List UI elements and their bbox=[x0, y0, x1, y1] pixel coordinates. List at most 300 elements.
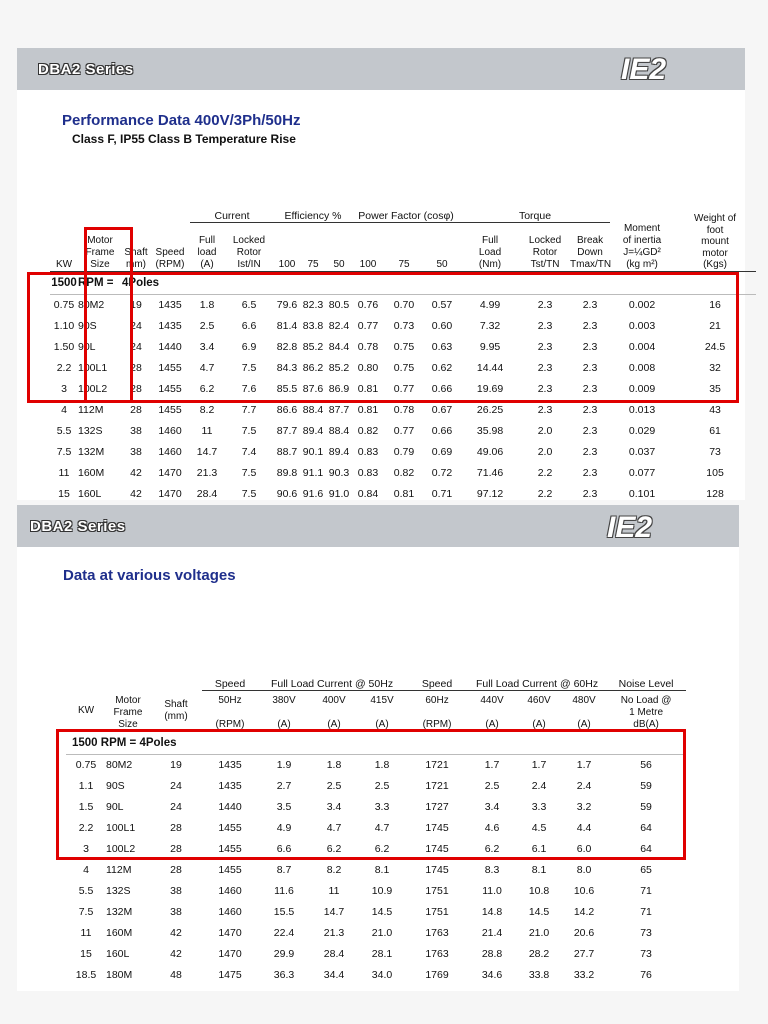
performance-table-cell: 86.2 bbox=[302, 362, 324, 374]
performance-table-cell: 0.82 bbox=[357, 425, 379, 437]
performance-table-cell: 1440 bbox=[158, 341, 182, 353]
performance-table-cell: 0.101 bbox=[628, 488, 656, 500]
performance-table-cell: 2.2 bbox=[537, 467, 553, 479]
voltage-table-cell: 180M bbox=[106, 969, 133, 981]
voltage-table-cell: 21.3 bbox=[323, 927, 345, 939]
voltage-table-cell: 132M bbox=[106, 906, 133, 918]
speed60-group-header: Speed bbox=[406, 676, 468, 691]
voltage-table-row bbox=[66, 881, 686, 902]
voltage-table-cell: 132S bbox=[106, 885, 131, 897]
voltage-table-cell: 11 bbox=[328, 885, 340, 897]
voltage-table-cell: 1.8 bbox=[326, 759, 342, 771]
header-pf-50: 50 bbox=[436, 258, 448, 270]
performance-table-cell: 0.81 bbox=[357, 404, 379, 416]
performance-table-cell: 11 bbox=[58, 467, 70, 479]
v-header-kw: KW bbox=[77, 704, 95, 716]
voltage-table-cell: 160L bbox=[106, 948, 130, 960]
performance-table-cell: 3 bbox=[61, 383, 67, 395]
performance-table-row bbox=[50, 358, 756, 379]
performance-table-cell: 7.6 bbox=[241, 383, 257, 395]
performance-table-cell: 91.0 bbox=[328, 488, 350, 500]
voltage-table-cell: 2.7 bbox=[276, 780, 292, 792]
performance-table-row bbox=[50, 421, 756, 442]
rpm-value: 1500 bbox=[50, 271, 78, 294]
header-moment: Moment of inertia J=¼GD² (kg m²) bbox=[622, 222, 662, 270]
header-eff-50: 50 bbox=[333, 258, 345, 270]
performance-table-cell: 0.77 bbox=[357, 320, 379, 332]
voltage-table-cell: 3.3 bbox=[374, 801, 390, 813]
voltage-table-cell: 80M2 bbox=[106, 759, 133, 771]
performance-table-cell: 0.72 bbox=[431, 467, 453, 479]
voltage-table-cell: 1745 bbox=[425, 864, 449, 876]
voltage-table-cell: 27.7 bbox=[573, 948, 595, 960]
performance-table-cell: 6.5 bbox=[241, 299, 257, 311]
voltage-table-cell: 2.5 bbox=[484, 780, 500, 792]
performance-table-row bbox=[50, 379, 756, 400]
performance-table-cell: 14.7 bbox=[196, 446, 218, 458]
rpm-equals: RPM = bbox=[78, 271, 122, 294]
performance-table-cell: 0.63 bbox=[431, 341, 453, 353]
voltage-table-cell: 11.6 bbox=[274, 885, 294, 897]
voltage-table-cell: 38 bbox=[170, 906, 182, 918]
performance-table-cell: 85.5 bbox=[276, 383, 298, 395]
performance-table-cell: 87.7 bbox=[276, 425, 298, 437]
header-frame: Motor Frame Size bbox=[85, 234, 115, 270]
header-full-load-torque: Full Load (Nm) bbox=[478, 234, 502, 270]
performance-table-cell: 89.8 bbox=[276, 467, 298, 479]
voltage-table-cell: 14.8 bbox=[481, 906, 503, 918]
voltage-table-cell: 90L bbox=[106, 801, 124, 813]
header-eff-75: 75 bbox=[307, 258, 319, 270]
performance-table-cell: 2.3 bbox=[582, 383, 598, 395]
performance-table-cell: 88.4 bbox=[302, 404, 324, 416]
noise-group-header: Noise Level bbox=[606, 676, 686, 691]
performance-table-cell: 0.80 bbox=[357, 362, 379, 374]
performance-table-cell: 0.077 bbox=[628, 467, 656, 479]
voltage-table-cell: 2.4 bbox=[576, 780, 592, 792]
performance-table-cell: 2.2 bbox=[537, 488, 553, 500]
voltage-table-cell: 65 bbox=[640, 864, 652, 876]
header-locked-rotor-torque: Locked Rotor Tst/TN bbox=[528, 234, 562, 270]
voltage-table-cell: 1721 bbox=[425, 759, 449, 771]
performance-table-cell: 80M2 bbox=[78, 299, 105, 311]
voltage-table-cell: 21.4 bbox=[481, 927, 503, 939]
performance-table-cell: 0.78 bbox=[393, 404, 415, 416]
performance-table-row bbox=[50, 400, 756, 421]
performance-table-cell: 2.3 bbox=[537, 362, 553, 374]
performance-table-cell: 43 bbox=[709, 404, 721, 416]
voltage-table-cell: 1.7 bbox=[484, 759, 500, 771]
voltage-table-cell: 2.2 bbox=[78, 822, 94, 834]
performance-table-cell: 0.83 bbox=[357, 467, 379, 479]
performance-table-cell: 1455 bbox=[158, 362, 182, 374]
performance-table-cell: 84.3 bbox=[276, 362, 298, 374]
performance-table-cell: 100L2 bbox=[78, 383, 108, 395]
performance-table-cell: 84.4 bbox=[328, 341, 350, 353]
voltage-table-cell: 1.1 bbox=[78, 780, 94, 792]
voltage-table-cell: 34.4 bbox=[323, 969, 345, 981]
voltage-table-cell: 3 bbox=[83, 843, 89, 855]
performance-table-cell: 7.32 bbox=[479, 320, 501, 332]
voltage-table-cell: 2.5 bbox=[326, 780, 342, 792]
performance-table-cell: 0.84 bbox=[357, 488, 379, 500]
voltage-table-cell: 6.6 bbox=[276, 843, 292, 855]
current-group-header: Current bbox=[190, 208, 274, 223]
performance-table-cell: 71.46 bbox=[476, 467, 504, 479]
voltage-table-cell: 15.5 bbox=[273, 906, 295, 918]
voltage-table-cell: 8.1 bbox=[531, 864, 547, 876]
performance-table-cell: 89.4 bbox=[302, 425, 324, 437]
performance-table-cell: 7.4 bbox=[241, 446, 257, 458]
performance-table-cell: 2.3 bbox=[537, 341, 553, 353]
ie2-badge: IE2 bbox=[621, 53, 667, 86]
voltage-table-cell: 10.9 bbox=[371, 885, 393, 897]
voltage-table-row bbox=[66, 965, 686, 986]
voltage-title: Data at various voltages bbox=[63, 567, 236, 584]
performance-table-cell: 0.73 bbox=[393, 320, 415, 332]
v-header-noise: No Load @ 1 Metre dB(A) bbox=[620, 694, 672, 730]
performance-subtitle: Class F, IP55 Class B Temperature Rise bbox=[72, 132, 296, 146]
voltage-table-cell: 1460 bbox=[218, 885, 242, 897]
voltage-table-cell: 0.75 bbox=[75, 759, 97, 771]
performance-table-cell: 87.7 bbox=[328, 404, 350, 416]
voltage-table-cell: 28.2 bbox=[528, 948, 550, 960]
voltage-table-row bbox=[66, 754, 686, 776]
voltage-table-cell: 64 bbox=[640, 843, 652, 855]
performance-table-cell: 1470 bbox=[158, 488, 182, 500]
v-rpm-section-row bbox=[66, 731, 686, 754]
voltage-table-cell: 6.2 bbox=[484, 843, 500, 855]
performance-table-cell: 2.0 bbox=[537, 446, 553, 458]
voltage-table-cell: 28.8 bbox=[481, 948, 503, 960]
performance-table-row bbox=[50, 484, 756, 505]
performance-table-cell: 91.1 bbox=[302, 467, 324, 479]
performance-table-cell: 21.3 bbox=[196, 467, 218, 479]
voltage-table-cell: 34.0 bbox=[371, 969, 393, 981]
performance-table-cell: 7.5 bbox=[241, 362, 257, 374]
voltage-table-cell: 19 bbox=[170, 759, 182, 771]
performance-table-cell: 7.5 bbox=[56, 446, 72, 458]
voltage-table-cell: 8.7 bbox=[276, 864, 292, 876]
performance-table-cell: 1460 bbox=[158, 425, 182, 437]
voltage-table-cell: 1763 bbox=[425, 927, 449, 939]
performance-table-cell: 1.50 bbox=[53, 341, 75, 353]
poles-label: 4Poles bbox=[122, 271, 224, 294]
voltage-table-cell: 100L1 bbox=[106, 822, 136, 834]
voltage-table-cell: 48 bbox=[170, 969, 182, 981]
performance-table-cell: 128 bbox=[706, 488, 724, 500]
performance-table-row bbox=[50, 316, 756, 337]
performance-table-cell: 91.6 bbox=[302, 488, 324, 500]
performance-table-cell: 0.67 bbox=[431, 404, 453, 416]
performance-table-cell: 1435 bbox=[158, 299, 182, 311]
v-header-speed50: 50Hz (RPM) bbox=[215, 694, 245, 730]
performance-table-cell: 90.1 bbox=[302, 446, 324, 458]
v-header-400: 400V (A) bbox=[322, 694, 346, 730]
voltage-table-cell: 42 bbox=[170, 927, 182, 939]
performance-table-cell: 2.3 bbox=[582, 299, 598, 311]
performance-table-cell: 1.10 bbox=[53, 320, 75, 332]
performance-table-cell: 82.4 bbox=[328, 320, 350, 332]
performance-table-cell: 100L1 bbox=[78, 362, 108, 374]
performance-table-cell: 0.77 bbox=[393, 383, 415, 395]
performance-table-cell: 82.3 bbox=[302, 299, 324, 311]
voltage-table-cell: 5.5 bbox=[78, 885, 94, 897]
voltage-table-row bbox=[66, 944, 686, 965]
ie2-badge-2: IE2 bbox=[607, 511, 653, 544]
voltage-table-cell: 1727 bbox=[425, 801, 449, 813]
performance-table-cell: 0.029 bbox=[628, 425, 656, 437]
performance-table-cell: 1470 bbox=[158, 467, 182, 479]
voltage-table-cell: 22.4 bbox=[273, 927, 295, 939]
voltage-table-cell: 24 bbox=[170, 780, 182, 792]
voltage-table-cell: 7.5 bbox=[78, 906, 94, 918]
voltage-table-cell: 71 bbox=[640, 906, 652, 918]
voltage-table-cell: 4.6 bbox=[484, 822, 500, 834]
voltage-table-cell: 64 bbox=[640, 822, 652, 834]
performance-table-cell: 6.2 bbox=[199, 383, 215, 395]
performance-table-cell: 73 bbox=[709, 446, 721, 458]
voltage-table-cell: 20.6 bbox=[573, 927, 595, 939]
v-header-frame: Motor Frame Size bbox=[113, 694, 143, 730]
voltage-table-cell: 2.5 bbox=[374, 780, 390, 792]
voltage-table-cell: 3.3 bbox=[531, 801, 547, 813]
performance-table-cell: 42 bbox=[130, 467, 142, 479]
voltage-table-cell: 34.6 bbox=[481, 969, 503, 981]
performance-table-cell: 97.12 bbox=[476, 488, 504, 500]
voltage-table bbox=[66, 676, 686, 986]
performance-table-cell: 0.037 bbox=[628, 446, 656, 458]
voltage-table-cell: 59 bbox=[640, 780, 652, 792]
performance-table-cell: 79.6 bbox=[276, 299, 298, 311]
performance-table-cell: 14.44 bbox=[476, 362, 504, 374]
performance-table-cell: 7.5 bbox=[241, 425, 257, 437]
performance-table-cell: 132M bbox=[78, 446, 105, 458]
voltage-table-cell: 38 bbox=[170, 885, 182, 897]
performance-table-cell: 0.77 bbox=[393, 425, 415, 437]
performance-table-cell: 49.06 bbox=[476, 446, 504, 458]
speed50-group-header: Speed bbox=[202, 676, 258, 691]
voltage-table-cell: 28 bbox=[170, 864, 182, 876]
performance-table-cell: 2.5 bbox=[199, 320, 215, 332]
performance-table-cell: 2.2 bbox=[56, 362, 72, 374]
performance-table-cell: 90.3 bbox=[328, 467, 350, 479]
performance-table-cell: 4 bbox=[61, 404, 67, 416]
performance-table-cell: 9.95 bbox=[479, 341, 501, 353]
voltage-table-cell: 1769 bbox=[425, 969, 449, 981]
performance-table-cell: 38 bbox=[130, 425, 142, 437]
performance-table-cell: 83.8 bbox=[302, 320, 324, 332]
header-kw: KW bbox=[55, 258, 73, 270]
performance-table-cell: 2.3 bbox=[582, 488, 598, 500]
voltage-table-cell: 18.5 bbox=[75, 969, 97, 981]
performance-table-cell: 0.66 bbox=[431, 425, 453, 437]
performance-table-cell: 11 bbox=[201, 425, 213, 437]
v-header-460: 460V (A) bbox=[527, 694, 551, 730]
voltage-table-cell: 28.4 bbox=[323, 948, 345, 960]
performance-table-cell: 0.62 bbox=[431, 362, 453, 374]
performance-table-row bbox=[50, 337, 756, 358]
v-header-speed60: 60Hz (RPM) bbox=[422, 694, 452, 730]
voltage-table-cell: 21.0 bbox=[371, 927, 393, 939]
voltage-table-cell: 3.5 bbox=[276, 801, 292, 813]
voltage-table-cell: 1.5 bbox=[78, 801, 94, 813]
performance-table-cell: 19 bbox=[130, 299, 142, 311]
voltage-table-cell: 76 bbox=[640, 969, 652, 981]
performance-table-cell: 28 bbox=[130, 362, 142, 374]
performance-table-cell: 0.004 bbox=[628, 341, 656, 353]
voltage-table-cell: 21.0 bbox=[528, 927, 550, 939]
header-locked-rotor: Locked Rotor Ist/IN bbox=[232, 234, 266, 270]
header-pf-75: 75 bbox=[398, 258, 410, 270]
performance-table-cell: 1.8 bbox=[199, 299, 215, 311]
performance-table-cell: 26.25 bbox=[476, 404, 504, 416]
voltage-table-cell: 1435 bbox=[218, 759, 242, 771]
voltage-table-cell: 6.2 bbox=[326, 843, 342, 855]
voltage-table-cell: 1435 bbox=[218, 780, 242, 792]
performance-table-cell: 89.4 bbox=[328, 446, 350, 458]
series-label-2: DBA2 Series bbox=[30, 518, 126, 535]
performance-table-cell: 24.5 bbox=[704, 341, 726, 353]
voltage-table-cell: 24 bbox=[170, 801, 182, 813]
performance-table-cell: 16 bbox=[709, 299, 721, 311]
performance-table-cell: 85.2 bbox=[302, 341, 324, 353]
performance-table-cell: 0.81 bbox=[393, 488, 415, 500]
performance-table-cell: 6.6 bbox=[241, 320, 257, 332]
performance-table-cell: 0.002 bbox=[628, 299, 656, 311]
voltage-table-cell: 3.4 bbox=[326, 801, 342, 813]
performance-table-cell: 28 bbox=[130, 404, 142, 416]
voltage-table-cell: 90S bbox=[106, 780, 125, 792]
performance-table-row bbox=[50, 442, 756, 463]
performance-table-cell: 85.2 bbox=[328, 362, 350, 374]
voltage-table-cell: 73 bbox=[640, 927, 652, 939]
voltage-table-cell: 1460 bbox=[218, 906, 242, 918]
voltage-table-cell: 6.1 bbox=[531, 843, 547, 855]
voltage-table-cell: 29.9 bbox=[273, 948, 295, 960]
voltage-table-cell: 28 bbox=[170, 843, 182, 855]
performance-table-cell: 24 bbox=[130, 341, 142, 353]
performance-table-cell: 86.9 bbox=[328, 383, 350, 395]
performance-table-cell: 0.69 bbox=[431, 446, 453, 458]
voltage-table-cell: 1475 bbox=[218, 969, 242, 981]
performance-table-cell: 0.81 bbox=[357, 383, 379, 395]
voltage-table-cell: 3.2 bbox=[576, 801, 592, 813]
performance-table-cell: 2.3 bbox=[537, 404, 553, 416]
performance-table-cell: 2.3 bbox=[582, 320, 598, 332]
performance-table-cell: 21 bbox=[709, 320, 721, 332]
performance-table-cell: 86.6 bbox=[276, 404, 298, 416]
torque-group-header: Torque bbox=[460, 208, 610, 223]
performance-table-cell: 0.009 bbox=[628, 383, 656, 395]
voltage-table-cell: 14.7 bbox=[323, 906, 345, 918]
performance-table-cell: 24 bbox=[130, 320, 142, 332]
performance-table-cell: 4.99 bbox=[479, 299, 501, 311]
performance-table-cell: 0.008 bbox=[628, 362, 656, 374]
performance-table-cell: 2.3 bbox=[582, 446, 598, 458]
v-section-label: 1500 RPM = 4Poles bbox=[66, 731, 310, 754]
voltage-table-cell: 28 bbox=[170, 822, 182, 834]
voltage-table-cell: 2.4 bbox=[531, 780, 547, 792]
voltage-table-cell: 4.7 bbox=[374, 822, 390, 834]
performance-table-cell: 87.6 bbox=[302, 383, 324, 395]
voltage-table-cell: 36.3 bbox=[273, 969, 295, 981]
performance-table-cell: 2.3 bbox=[582, 425, 598, 437]
performance-table-cell: 7.5 bbox=[241, 488, 257, 500]
header-eff-100: 100 bbox=[278, 258, 296, 270]
voltage-table-cell: 4.5 bbox=[531, 822, 547, 834]
header-breakdown: Break Down Tmax/TN bbox=[570, 234, 612, 270]
performance-table-cell: 88.7 bbox=[276, 446, 298, 458]
voltage-table-cell: 4.4 bbox=[576, 822, 592, 834]
performance-table-cell: 0.82 bbox=[393, 467, 415, 479]
performance-table-cell: 2.3 bbox=[582, 467, 598, 479]
voltage-table-row bbox=[66, 860, 686, 881]
header-speed: Speed (RPM) bbox=[155, 246, 185, 270]
voltage-table-cell: 6.2 bbox=[374, 843, 390, 855]
performance-table-cell: 2.3 bbox=[582, 404, 598, 416]
header-shaft: Shaft mm) bbox=[124, 246, 148, 270]
voltage-table-cell: 1745 bbox=[425, 843, 449, 855]
voltage-table-cell: 1470 bbox=[218, 927, 242, 939]
voltage-table-cell: 8.0 bbox=[576, 864, 592, 876]
voltage-table-cell: 10.8 bbox=[528, 885, 550, 897]
performance-table-row bbox=[50, 294, 756, 316]
voltage-table-cell: 6.0 bbox=[576, 843, 592, 855]
voltage-table-cell: 33.8 bbox=[528, 969, 550, 981]
performance-table-cell: 61 bbox=[709, 425, 721, 437]
voltage-table-row bbox=[66, 839, 686, 860]
header-weight: Weight of foot mount motor (Kgs) bbox=[694, 213, 737, 270]
performance-table-cell: 160L bbox=[78, 488, 102, 500]
performance-table-cell: 35.98 bbox=[476, 425, 504, 437]
performance-table-cell: 160M bbox=[78, 467, 105, 479]
performance-table-cell: 5.5 bbox=[56, 425, 72, 437]
v-header-415: 415V (A) bbox=[370, 694, 394, 730]
voltage-table-cell: 59 bbox=[640, 801, 652, 813]
voltage-table-cell: 33.2 bbox=[573, 969, 595, 981]
voltage-table-row bbox=[66, 902, 686, 923]
voltage-table-cell: 1440 bbox=[218, 801, 242, 813]
voltage-table-cell: 1763 bbox=[425, 948, 449, 960]
performance-table-cell: 3.4 bbox=[199, 341, 215, 353]
performance-table-cell: 0.60 bbox=[431, 320, 453, 332]
performance-table-cell: 8.2 bbox=[199, 404, 215, 416]
voltage-table-row bbox=[66, 776, 686, 797]
header-pf-100: 100 bbox=[359, 258, 377, 270]
performance-table-cell: 1435 bbox=[158, 320, 182, 332]
voltage-table-cell: 1745 bbox=[425, 822, 449, 834]
performance-table-cell: 0.75 bbox=[393, 341, 415, 353]
performance-table-cell: 112M bbox=[78, 404, 104, 416]
voltage-table-cell: 1.9 bbox=[276, 759, 292, 771]
voltage-table-cell: 10.6 bbox=[573, 885, 595, 897]
performance-table-cell: 2.3 bbox=[582, 362, 598, 374]
performance-table-cell: 88.4 bbox=[328, 425, 350, 437]
voltage-table-cell: 1721 bbox=[425, 780, 449, 792]
voltage-table-cell: 100L2 bbox=[106, 843, 136, 855]
voltage-table-cell: 11 bbox=[80, 927, 92, 939]
power-factor-group-header: Power Factor (cosφ) bbox=[352, 208, 460, 223]
performance-table-cell: 28.4 bbox=[196, 488, 218, 500]
v-header-shaft: Shaft (mm) bbox=[164, 698, 188, 722]
performance-table-cell: 0.79 bbox=[393, 446, 415, 458]
voltage-table-cell: 1455 bbox=[218, 864, 242, 876]
voltage-table-cell: 4.7 bbox=[326, 822, 342, 834]
voltage-table-cell: 8.1 bbox=[374, 864, 390, 876]
voltage-table-cell: 4 bbox=[83, 864, 89, 876]
voltage-table-cell: 1470 bbox=[218, 948, 242, 960]
